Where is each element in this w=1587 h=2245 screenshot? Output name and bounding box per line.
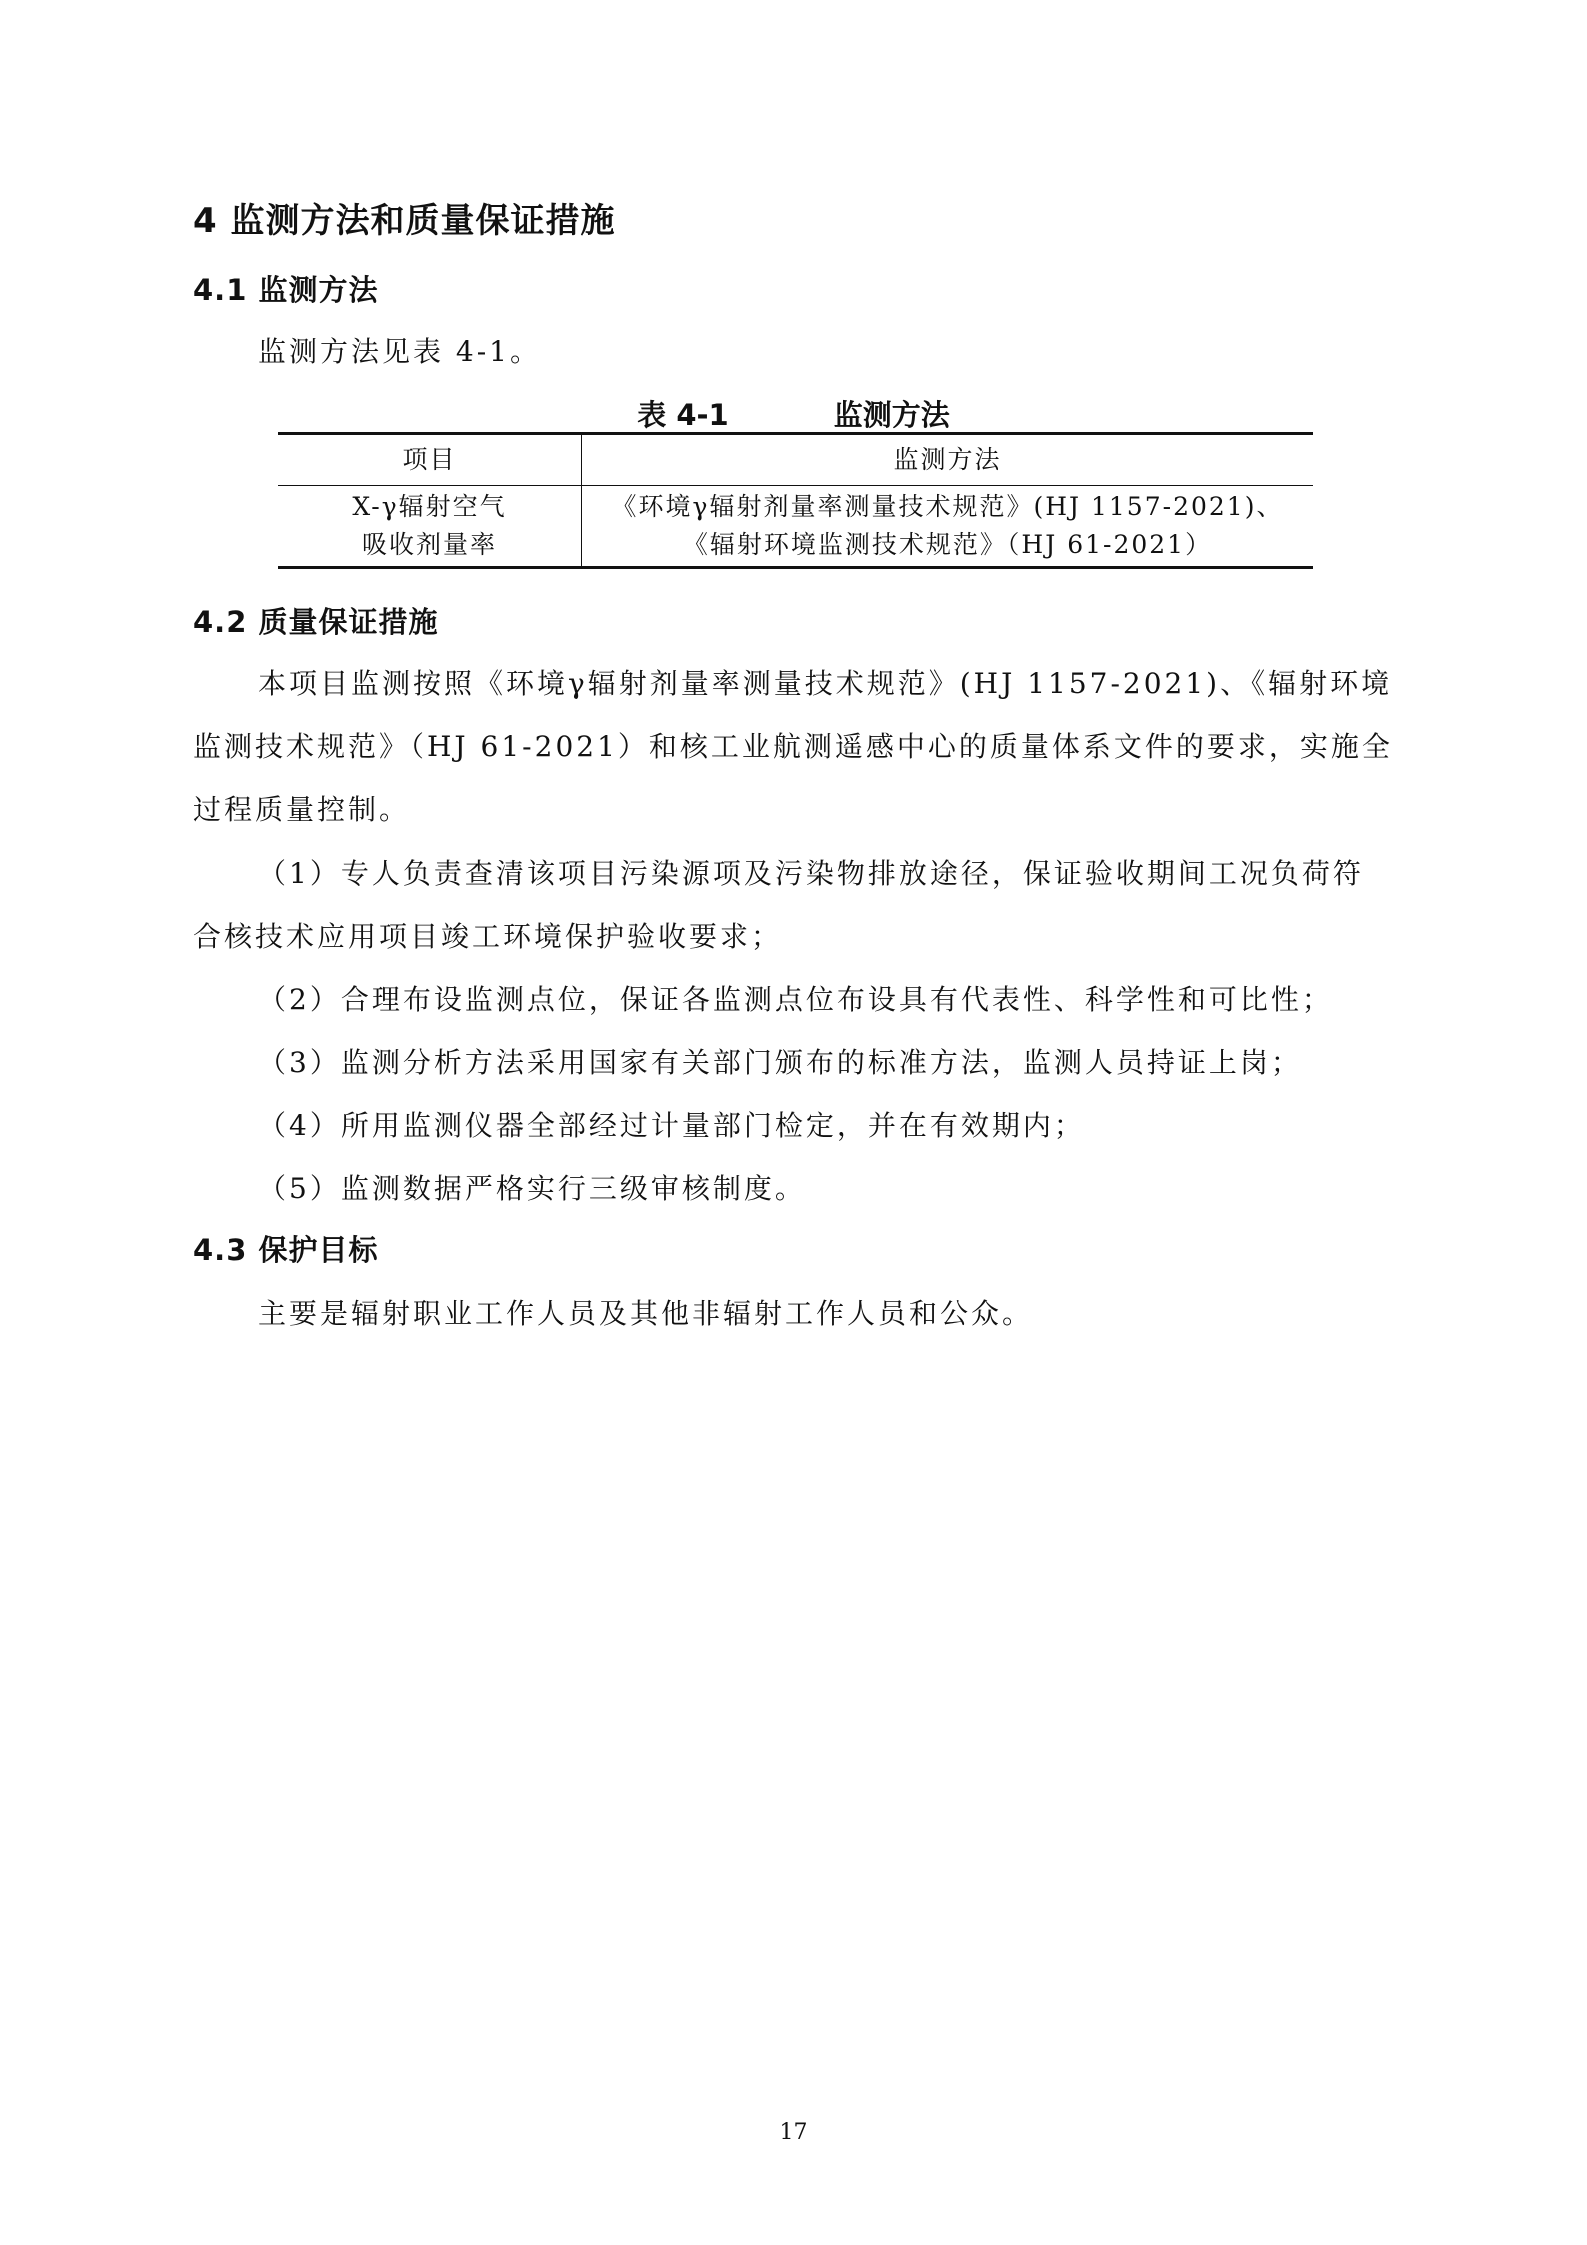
subsection-heading-4-1: 4.1 监测方法 — [193, 273, 379, 307]
list-item-1-line-1: （1）专人负责查清该项目污染源项及污染物排放途径，保证验收期间工况负荷符 — [258, 857, 1364, 890]
header-item: 项目 — [278, 434, 582, 486]
protection-paragraph: 主要是辐射职业工作人员及其他非辐射工作人员和公众。 — [258, 1297, 1034, 1330]
table-header-row — [278, 434, 1313, 486]
list-item-1-line-2: 合核技术应用项目竣工环境保护验收要求； — [193, 920, 783, 953]
cell-method — [582, 486, 1314, 568]
cell-method-line-1: 《环境γ辐射剂量率测量技术规范》(HJ 1157-2021)、 — [611, 492, 1284, 521]
table-caption — [0, 393, 1587, 434]
table-row — [278, 486, 1313, 568]
section-heading: 4 监测方法和质量保证措施 — [193, 201, 616, 241]
cell-item — [278, 486, 582, 568]
page-number: 17 — [779, 2120, 808, 2145]
monitoring-methods-table — [278, 432, 1313, 569]
quality-paragraph-line-3: 过程质量控制。 — [193, 793, 411, 826]
cell-item-line-2: 吸收剂量率 — [361, 530, 497, 559]
quality-paragraph-line-2: 监测技术规范》（HJ 61-2021）和核工业航测遥感中心的质量体系文件的要求，实施全 — [193, 730, 1393, 763]
cell-method-line-2: 《辐射环境监测技术规范》（HJ 61-2021） — [682, 530, 1213, 559]
table-caption-title: 监测方法 — [833, 398, 950, 432]
header-method: 监测方法 — [893, 445, 1002, 474]
list-item-4: （4）所用监测仪器全部经过计量部门检定，并在有效期内； — [258, 1109, 1085, 1142]
quality-paragraph-line-1: 本项目监测按照《环境γ辐射剂量率测量技术规范》(HJ 1157-2021)、《辐射环境 — [258, 667, 1393, 700]
list-item-5: （5）监测数据严格实行三级审核制度。 — [258, 1172, 806, 1205]
subsection-heading-4-3: 4.3 保护目标 — [193, 1233, 379, 1267]
subsection-heading-4-2: 4.2 质量保证措施 — [193, 605, 439, 639]
list-item-2: （2）合理布设监测点位，保证各监测点位布设具有代表性、科学性和可比性； — [258, 983, 1333, 1016]
cell-item-line-1: X-γ辐射空气 — [352, 492, 507, 521]
intro-paragraph: 监测方法见表 4-1。 — [258, 335, 541, 368]
list-item-3: （3）监测分析方法采用国家有关部门颁布的标准方法，监测人员持证上岗； — [258, 1046, 1302, 1079]
table-caption-number: 表 4-1 — [637, 398, 729, 432]
